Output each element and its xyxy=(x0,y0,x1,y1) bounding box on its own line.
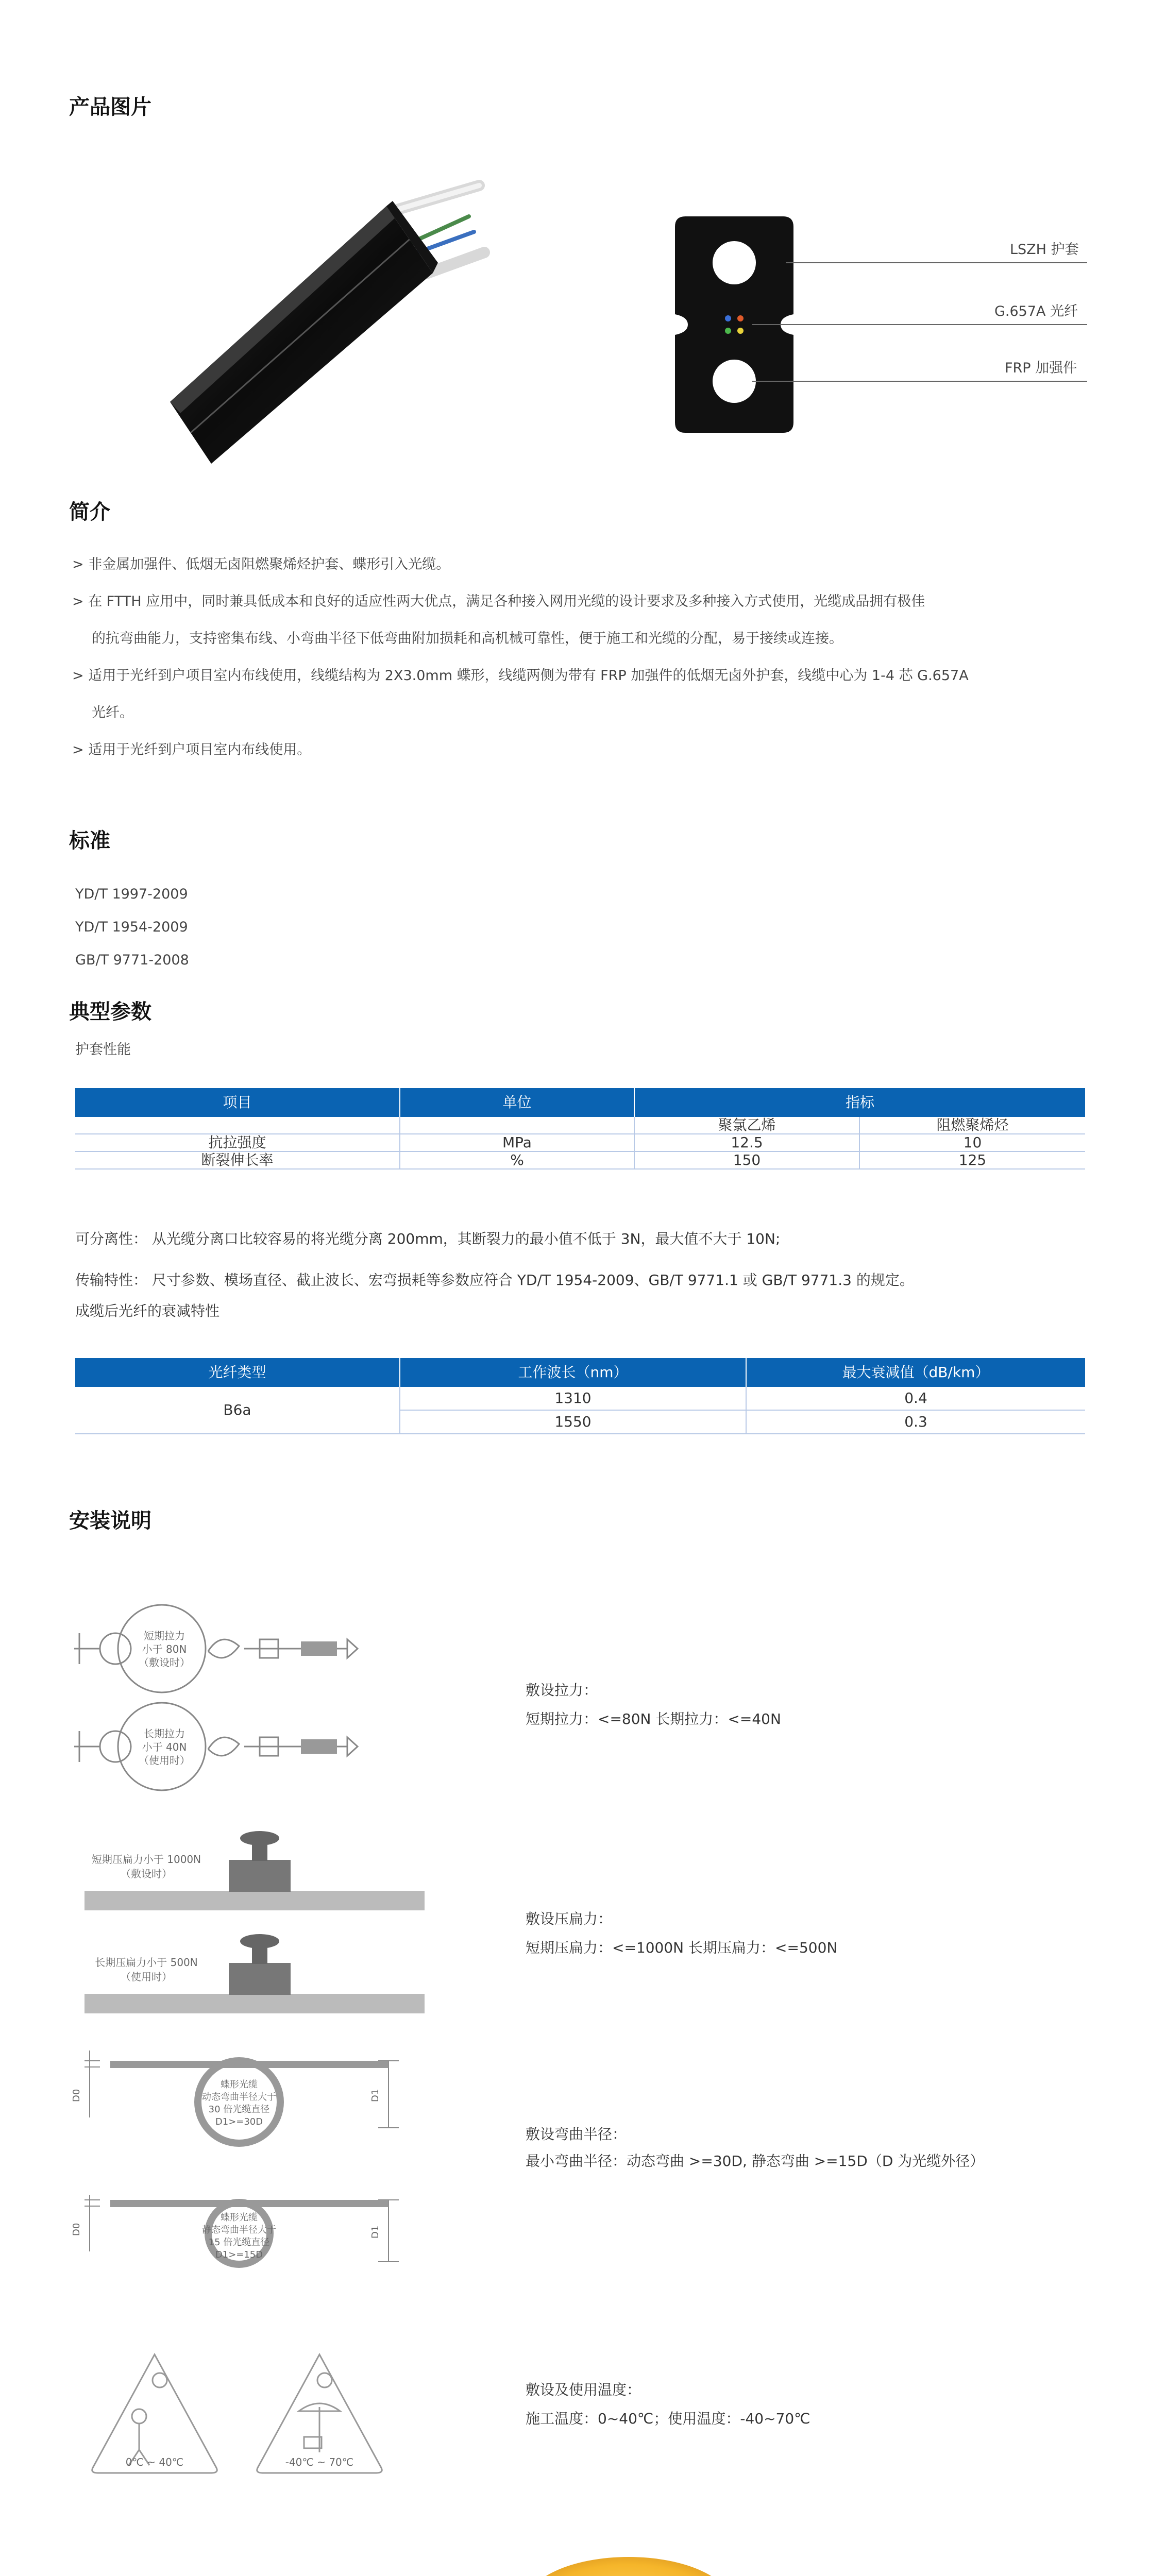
crush-fig1-line: 短期压扁力小于 1000N xyxy=(91,1853,201,1866)
bend-fig2-line: 静态弯曲半径大于 xyxy=(202,2225,276,2235)
intro-line: > 非金属加强件、低烟无卤阻燃聚烯烃护套、蝶形引入光缆。 xyxy=(72,556,450,572)
param-note: 成缆后光纤的衰减特性 xyxy=(75,1302,220,1319)
crush-figure xyxy=(69,1824,440,2020)
bend-fig1-line: 30 倍光缆直径 xyxy=(208,2104,270,2115)
table-subheader: 阻燃聚烯烃 xyxy=(859,1117,1085,1134)
table-header: 单位 xyxy=(400,1088,634,1117)
bend-d0-label: D0 xyxy=(71,2223,82,2236)
jacket-performance-table xyxy=(75,1088,1085,1170)
bend-fig2-line: 15 倍光缆直径 xyxy=(208,2237,270,2248)
section-title-standards: 标准 xyxy=(69,829,110,853)
standard-item: YD/T 1997-2009 xyxy=(75,886,188,902)
fiber-attenuation-table xyxy=(75,1358,1085,1434)
intro-line: 光纤。 xyxy=(92,705,133,721)
table-cell: 断裂伸长率 xyxy=(75,1151,400,1169)
tension-figure xyxy=(69,1602,461,1798)
bend-d0-label: D0 xyxy=(71,2089,82,2102)
table-cell: 125 xyxy=(859,1151,1085,1169)
bend-fig2-line: D1>=15D xyxy=(215,2249,263,2260)
tension-title: 敷设拉力： xyxy=(526,1682,598,1699)
bend-text: 最小弯曲半径：动态弯曲 >=30D, 静态弯曲 >=15D（D 为光缆外径） xyxy=(526,2153,985,2170)
table-cell: 0.3 xyxy=(746,1410,1085,1434)
temperature-figure xyxy=(88,2349,407,2483)
table-header: 光纤类型 xyxy=(75,1358,400,1387)
standard-item: GB/T 9771-2008 xyxy=(75,952,189,968)
tension-fig2-line: 小于 40N xyxy=(142,1741,187,1753)
table-cell: 1310 xyxy=(400,1387,746,1410)
tension-fig1-line: 小于 80N xyxy=(142,1643,187,1655)
bend-fig2-line: 蝶形光缆 xyxy=(221,2212,258,2223)
table-row xyxy=(75,1117,1085,1134)
bend-d1-label: D1 xyxy=(370,2225,381,2239)
table-row xyxy=(75,1134,1085,1151)
table-header: 项目 xyxy=(75,1088,400,1117)
crush-title: 敷设压扁力： xyxy=(526,1910,613,1927)
section-title-images: 产品图片 xyxy=(69,95,151,119)
cross-section-label-fiber: G.657A 光纤 xyxy=(994,303,1078,319)
params-subtitle: 护套性能 xyxy=(75,1042,131,1058)
tension-text: 短期拉力：<=80N 长期拉力：<=40N xyxy=(526,1710,781,1727)
tension-fig2-line: 长期拉力 xyxy=(144,1727,185,1740)
crush-fig2-line: （使用时） xyxy=(121,1971,172,1983)
table-row xyxy=(75,1387,1085,1410)
table-cell: MPa xyxy=(400,1134,634,1151)
cross-section-label-frp: FRP 加强件 xyxy=(1005,360,1077,376)
param-note: 传输特性： 尺寸参数、模场直径、截止波长、宏弯损耗等参数应符合 YD/T 1954-2009、GB/T 9771.1 或 GB/T 9771.3 的规定。 xyxy=(75,1272,914,1289)
temp-text: 施工温度：0~40℃；使用温度：-40~70℃ xyxy=(526,2410,810,2427)
standard-item: YD/T 1954-2009 xyxy=(75,919,188,935)
table-cell: 抗拉强度 xyxy=(75,1134,400,1151)
table-cell: % xyxy=(400,1151,634,1169)
crush-text: 短期压扁力：<=1000N 长期压扁力：<=500N xyxy=(526,1939,838,1956)
bend-fig1-line: 蝶形光缆 xyxy=(221,2079,258,2090)
table-cell: 1550 xyxy=(400,1410,746,1434)
tension-fig2-line: （使用时） xyxy=(139,1754,190,1767)
section-title-install: 安装说明 xyxy=(69,1509,151,1533)
cable-product-image xyxy=(170,175,510,464)
table-cell: 150 xyxy=(634,1151,859,1169)
intro-line: > 适用于光纤到户项目室内布线使用。 xyxy=(72,742,311,758)
intro-line: 的抗弯曲能力，支持密集布线、小弯曲半径下低弯曲附加损耗和高机械可靠性，便于施工和光缆的分配，易于接续或连接。 xyxy=(92,631,843,647)
tension-fig1-line: （敷设时） xyxy=(139,1656,190,1669)
tension-fig1-line: 短期拉力 xyxy=(144,1630,185,1642)
table-header: 最大衰减值（dB/km） xyxy=(746,1358,1085,1387)
section-title-params: 典型参数 xyxy=(69,1000,151,1024)
intro-line: > 在 FTTH 应用中，同时兼具低成本和良好的适应性两大优点，满足各种接入网用光缆的设计要求及多种接入方式使用，光缆成品拥有极佳 xyxy=(72,594,925,609)
cross-section-label-jacket: LSZH 护套 xyxy=(1010,242,1079,258)
temp-fig1-label: 0℃ ~ 40℃ xyxy=(125,2456,184,2468)
table-subheader: 聚氯乙烯 xyxy=(634,1117,859,1134)
cable-reel-image xyxy=(520,2555,737,2576)
table-cell: 0.4 xyxy=(746,1387,1085,1410)
temp-title: 敷设及使用温度： xyxy=(526,2381,641,2398)
table-cell: 10 xyxy=(859,1134,1085,1151)
table-cell: B6a xyxy=(75,1387,400,1434)
param-note: 可分离性： 从光缆分离口比较容易的将光缆分离 200mm，其断裂力的最小值不低于 3N，最大值不大于 10N; xyxy=(75,1230,781,1247)
bend-title: 敷设弯曲半径： xyxy=(526,2126,627,2143)
crush-fig2-line: 长期压扁力小于 500N xyxy=(95,1956,198,1969)
temp-fig2-label: -40℃ ~ 70℃ xyxy=(285,2456,354,2468)
bend-fig1-line: D1>=30D xyxy=(215,2116,263,2127)
table-row xyxy=(75,1151,1085,1169)
table-header: 指标 xyxy=(634,1088,1085,1117)
intro-list xyxy=(72,546,1092,769)
bend-fig1-line: 动态弯曲半径大于 xyxy=(202,2092,276,2103)
section-title-intro: 简介 xyxy=(69,500,110,524)
crush-fig1-line: （敷设时） xyxy=(121,1868,172,1880)
bend-figure xyxy=(69,2045,440,2313)
table-header: 工作波长（nm） xyxy=(400,1358,746,1387)
intro-line: > 适用于光纤到户项目室内布线使用，线缆结构为 2X3.0mm 蝶形，线缆两侧为带有 FRP 加强件的低烟无卤外护套，线缆中心为 1-4 芯 G.657A xyxy=(72,668,969,684)
table-cell: 12.5 xyxy=(634,1134,859,1151)
bend-d1-label: D1 xyxy=(370,2089,381,2102)
